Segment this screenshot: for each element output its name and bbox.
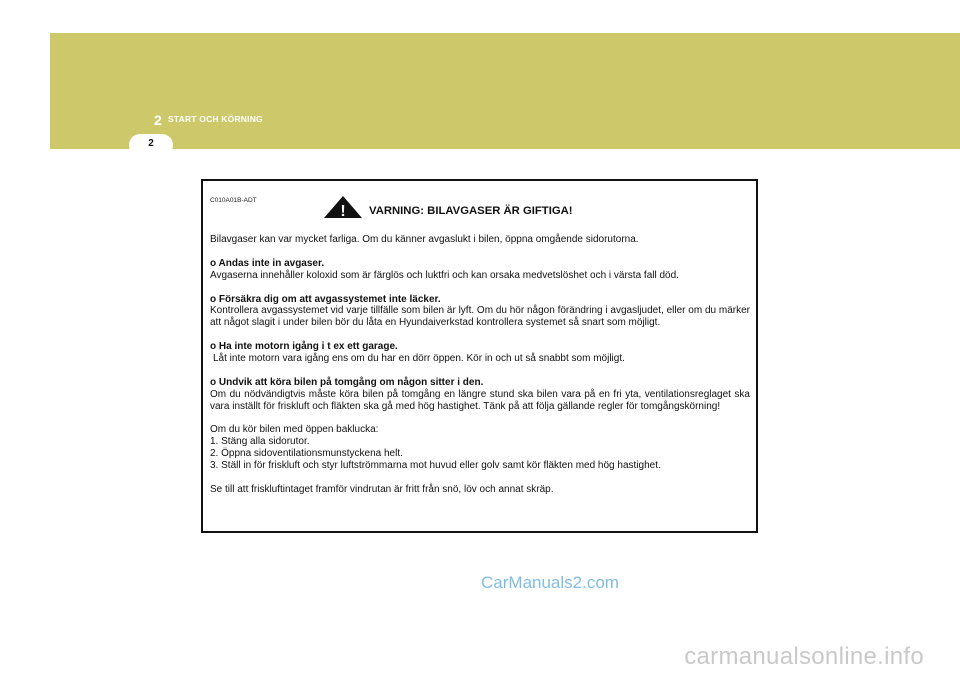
hatch-instructions	[210, 424, 750, 472]
item-heading: o Ha inte motorn igång i t ex ett garage.	[210, 341, 398, 353]
watermark-carmanuals2: CarManuals2.com	[481, 573, 619, 592]
chapter-number: 2	[154, 112, 162, 128]
warning-closing: Se till att friskluftintaget framför vindrutan är fritt från snö, löv och annat skräp.	[210, 483, 554, 495]
item-text: Om du nödvändigtvis måste köra bilen på tomgång en längre stund ska bilen vara på en fri yta, ventilationsreglaget ska vara inställt för friskluft och fläkten ska gå med hög hastighet. Tänk på att följa gällande regler för tomgångskörning!	[210, 388, 750, 412]
reference-code: C010A01B-ADT	[210, 197, 257, 204]
header-band	[50, 33, 960, 149]
warning-box	[201, 179, 758, 533]
warning-triangle-icon	[323, 195, 363, 219]
item-heading: o Försäkra dig om att avgassystemet inte läcker.	[210, 293, 441, 305]
warning-intro: Bilavgaser kan var mycket farliga. Om du känner avgaslukt i bilen, öppna omgående sidorutorna.	[210, 234, 639, 245]
warning-glyph: !	[340, 203, 346, 219]
item-text: Avgaserna innehåller koloxid som är färglös och luktfri och kan orsaka medvetslöshet och i värsta fall död.	[210, 269, 679, 281]
page-number: 2	[148, 138, 154, 149]
watermark-carmanualsonline: carmanualsonline.info	[684, 643, 924, 670]
warning-title: VARNING: BILAVGASER ÄR GIFTIGA!	[369, 205, 573, 217]
hatch-step: 2. Öppna sidoventilationsmunstyckena helt.	[210, 448, 403, 460]
item-heading: o Andas inte in avgaser.	[210, 257, 325, 269]
hatch-step: 1. Stäng alla sidorutor.	[210, 436, 310, 448]
warning-item	[210, 341, 750, 365]
item-heading: o Undvik att köra bilen på tomgång om någon sitter i den.	[210, 376, 484, 388]
warning-body	[210, 234, 750, 508]
warning-item	[210, 294, 750, 330]
item-text: Låt inte motorn vara igång ens om du har en dörr öppen. Kör in och ut så snabbt som möjligt.	[213, 353, 625, 365]
hatch-intro: Om du kör bilen med öppen baklucka:	[210, 424, 379, 436]
hatch-step: 3. Ställ in för friskluft och styr luftströmmarna mot huvud eller golv samt kör fläkten med hög hastighet.	[210, 460, 661, 472]
warning-item	[210, 258, 750, 282]
item-text: Kontrollera avgassystemet vid varje tillfälle som bilen är lyft. Om du hör någon förändring i avgasljudet, eller om du märker att något slagit i under bilen bör du låta en Hyundaiverkstad kontrollera systemet så snart som möjligt.	[210, 305, 750, 329]
warning-item	[210, 377, 750, 413]
chapter-title: START OCH KÖRNING	[168, 114, 263, 124]
